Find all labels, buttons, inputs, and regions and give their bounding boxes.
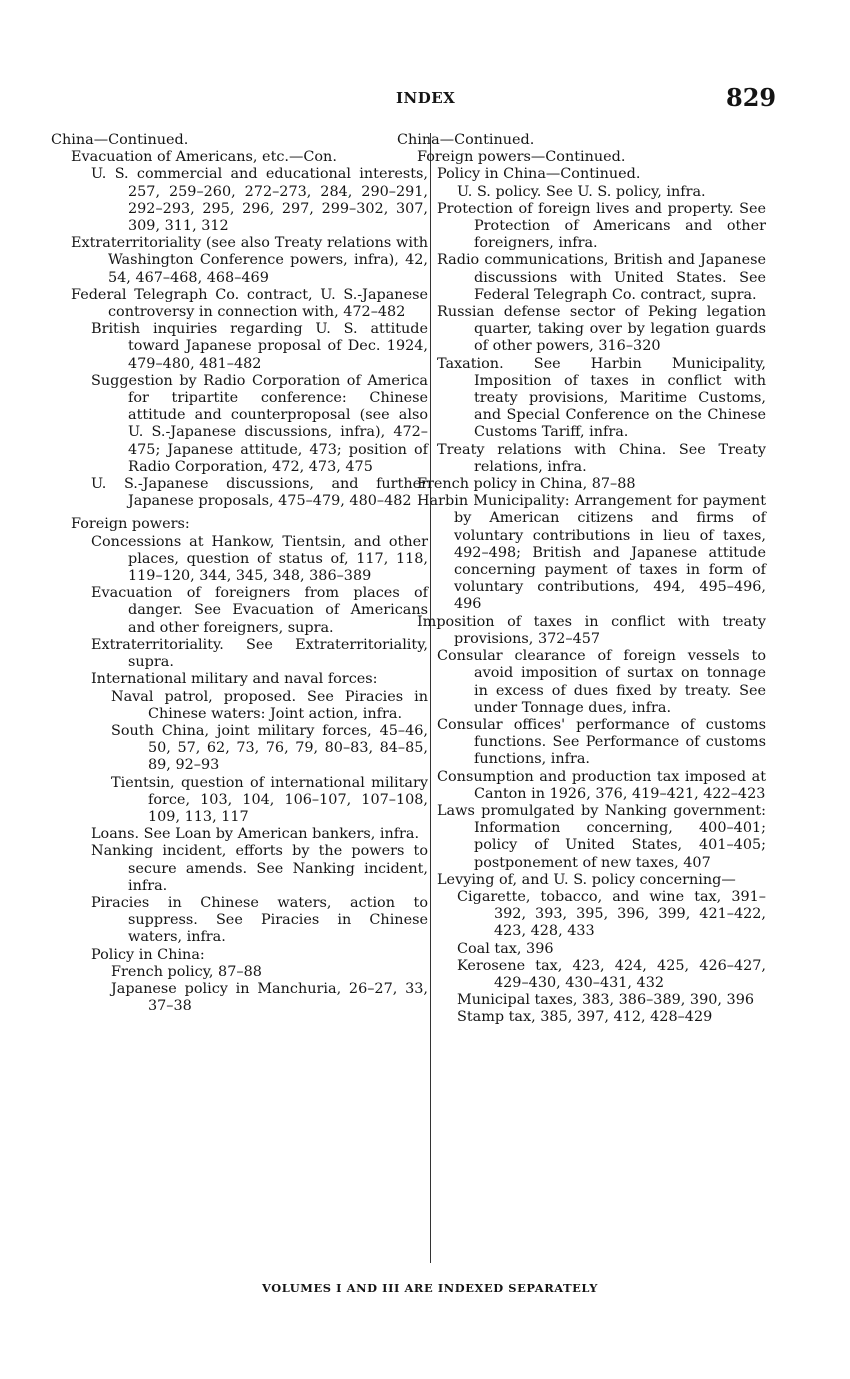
index-entry: Protection of foreign lives and property. See Protection of Americans and other foreigners, infra. [437,200,766,252]
index-entry: International military and naval forces: [91,671,378,688]
index-entry: Extraterritoriality. See Extraterritoriality, supra. [91,636,428,671]
index-entry: Laws promulgated by Nanking government: Information concerning, 400–401; policy of United States, 401–405; postponement of new taxes, 407 [437,802,766,871]
index-column-right [397,132,766,1027]
index-entry: Taxation. See Harbin Municipality, Imposition of taxes in conflict with treaty provisions, Maritime Customs, and Special Conference on the Chinese Customs Tariff, infra. [437,355,766,441]
index-entry: Radio communications, British and Japanese discussions with United States. See Federal Telegraph Co. contract, supra. [437,252,766,303]
index-entry: China—Continued. [397,132,535,148]
index-entry: Naval patrol, proposed. See Piracies in Chinese waters: Joint action, infra. [111,688,428,722]
index-entry: Municipal taxes, 383, 386–389, 390, 396 [457,992,755,1009]
index-entry: Russian defense sector of Peking legation quarter, taking over by legation guards of other powers, 316–320 [437,304,766,355]
page-header-title: INDEX [396,89,456,107]
index-entry: China—Continued. [51,132,189,148]
index-entry: Tientsin, question of international military force, 103, 104, 106–107, 107–108, 109, 113, 117 [111,774,428,825]
index-entry: Evacuation of Americans, etc.—Con. [71,149,337,166]
footer-note: VOLUMES I AND III ARE INDEXED SEPARATELY [262,1281,599,1295]
index-entry: Policy in China: [91,946,205,963]
index-entry: Nanking incident, efforts by the powers to secure amends. See Nanking incident, infra. [91,843,428,894]
index-entry: Policy in China—Continued. [437,166,641,183]
index-entry: Evacuation of foreigners from places of danger. See Evacuation of Americans and other foreigners, supra. [91,585,428,636]
index-entry: U. S.-Japanese discussions, and further Japanese proposals, 475–479, 480–482 [91,476,428,510]
index-entry: Foreign powers: [71,516,190,533]
page-number: 829 [726,83,777,112]
index-entry: U. S. commercial and educational interests, 257, 259–260, 272–273, 284, 290–291, 292–293, 295, 296, 297, 299–302, 307, 309, 311, 312 [91,166,428,235]
index-entry: French policy, 87–88 [111,963,262,980]
index-entry: Extraterritoriality (see also Treaty relations with Washington Conference powers, infra), 42, 54, 467–468, 468–469 [71,235,428,286]
index-entry: Piracies in Chinese waters, action to suppress. See Piracies in Chinese waters, infra. [91,894,428,946]
index-entry: Loans. See Loan by American bankers, infra. [91,826,420,843]
index-entry: Consular clearance of foreign vessels to avoid imposition of surtax on tonnage in excess of dues fixed by treaty. See under Tonnage dues, infra. [437,648,766,716]
index-entry: Consular offices' performance of customs functions. See Performance of customs functions, infra. [437,716,766,768]
index-column-left [51,132,428,1015]
index-entry: Cigarette, tobacco, and wine tax, 391–392, 393, 395, 396, 399, 421–422, 423, 428, 433 [457,888,766,940]
index-entry: U. S. policy. See U. S. policy, infra. [457,183,706,200]
index-entry: Imposition of taxes in conflict with treaty provisions, 372–457 [417,613,766,647]
index-entry: Foreign powers—Continued. [417,149,626,166]
index-entry: French policy in China, 87–88 [417,476,636,493]
index-entry: Stamp tax, 385, 397, 412, 428–429 [457,1009,713,1026]
index-entry: British inquiries regarding U. S. attitude toward Japanese proposal of Dec. 1924, 479–480, 481–482 [91,321,428,372]
index-entry: Levying of, and U. S. policy concerning— [437,871,736,888]
index-entry: Kerosene tax, 423, 424, 425, 426–427, 429–430, 430–431, 432 [457,957,766,991]
index-entry: Concessions at Hankow, Tientsin, and other places, question of status of, 117, 118, 119–120, 344, 345, 348, 386–389 [91,533,428,585]
index-entry: Federal Telegraph Co. contract, U. S.-Japanese controversy in connection with, 472–482 [71,286,428,321]
index-entry: South China, joint military forces, 45–46, 50, 57, 62, 73, 76, 79, 80–83, 84–85, 89, 92–93 [111,722,428,774]
index-entry: Treaty relations with China. See Treaty relations, infra. [437,441,766,475]
index-entry: Consumption and production tax imposed at Canton in 1926, 376, 419–421, 422–423 [437,768,766,802]
index-entry: Harbin Municipality: Arrangement for payment by American citizens and firms of voluntary contributions in lieu of taxes, 492–498; British and Japanese attitude concerning payment of taxes in form of voluntary contributions, 494, 495–496, 496 [417,493,766,613]
index-entry: Coal tax, 396 [457,940,554,957]
index-entry: Suggestion by Radio Corporation of America for tripartite conference: Chinese attitude and counterproposal (see also U. S.-Japanese discussions, infra), 472–475; Japanese attitude, 473; position of Radio Corporation, 472, 473, 475 [91,372,428,475]
index-entry: Japanese policy in Manchuria, 26–27, 33, 37–38 [111,980,428,1015]
